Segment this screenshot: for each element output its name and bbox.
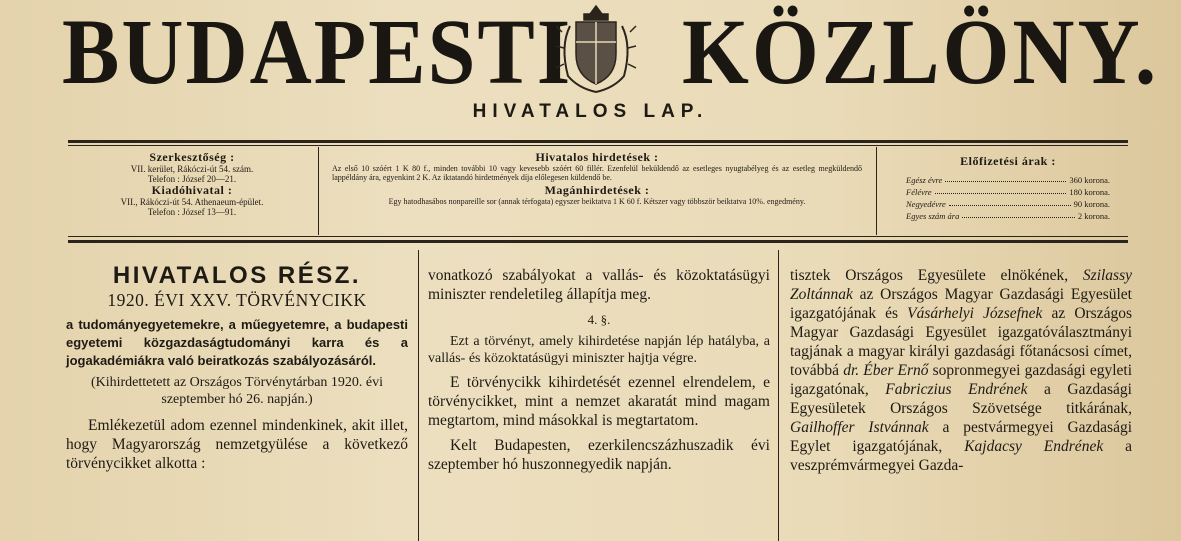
official-ads-text: Az első 10 szóért 1 K 80 f., minden további 10 vagy kevesebb szóért 60 fillér. Ezenfelül beküldendő az esetleges nyugtabélyeg és az esetleg megküldendő lappéldány ára, egyenkint 2 K. Az iktatandó hirdetmények díja előlegesen küldendő be. — [332, 164, 862, 182]
info-subscription — [906, 155, 1110, 222]
divider — [68, 140, 1128, 143]
column-divider — [418, 250, 419, 541]
private-ads-text: Egy hatodhasábos nonpareille sor (annak térfogata) egyszer beiktatva 1 K 60 f. Kétszer vagy többször beiktatva 10%. engedmény. — [388, 197, 806, 206]
law-title: 1920. ÉVI XXV. TÖRVÉNYCIKK — [107, 290, 367, 310]
person-name: Fabriczius Endrének — [885, 381, 1028, 398]
column-1 — [66, 252, 408, 473]
masthead — [60, 0, 1160, 104]
masthead-subtitle: HIVATALOS LAP. — [472, 101, 709, 122]
column-divider — [778, 250, 779, 541]
paragraph: vonatkozó szabályokat a vallás- és közoktatásügyi miniszter rendeletileg állapítja meg. — [428, 267, 770, 303]
private-ads-title: Magánhirdetések : — [544, 183, 650, 197]
price-row: Félévre 180 korona. — [906, 187, 1110, 197]
publisher-title: Kiadóhivatal : — [151, 183, 233, 197]
section-title: HIVATALOS RÉSZ. — [112, 262, 362, 289]
divider — [68, 145, 1128, 146]
publisher-address: VII., Rákóczi-út 54. Athenaeum-épület. — [120, 197, 264, 207]
coat-of-arms-icon — [538, 2, 654, 96]
person-name: Szilassy Zoltánnak — [790, 267, 1132, 303]
person-name: Gailhoffer Istvánnak — [790, 419, 929, 436]
masthead-title-left: BUDAPESTI — [62, 0, 573, 104]
person-name: Vásárhelyi Józsefnek — [907, 305, 1043, 322]
paragraph: Emlékezetül adom ezennel mindenkinek, akit illet, hogy Magyarország nemzetgyülése a következő törvénycikket alkotta : — [66, 417, 408, 472]
publisher-phone: Telefon : József 13—91. — [147, 207, 237, 217]
editorial-title: Szerkesztőség : — [149, 150, 235, 164]
info-editorial — [72, 151, 312, 217]
editorial-address: VII. kerület, Rákóczi-út 54. szám. — [130, 164, 254, 174]
paragraph: Ezt a törvényt, amely kihirdetése napján lép hatályba, a vallás- és közoktatásügyi miniszter hajtja végre. — [428, 334, 770, 366]
price-row: Egyes szám ára 2 korona. — [906, 211, 1110, 221]
masthead-title-right: KÖZLÖNY. — [682, 0, 1160, 104]
paragraph: E törvénycikk kihirdetését ezennel elrendelem, e törvénycikket, mint a nemzet akaratát mind magam megtartom, mind másokkal is megtartatom. — [428, 374, 770, 429]
divider — [68, 236, 1128, 237]
official-ads-title: Hivatalos hirdetések : — [535, 150, 659, 164]
editorial-phone: Telefon : József 20—21. — [147, 174, 237, 184]
column-2 — [428, 266, 770, 474]
paragraph: tisztek Országos Egyesülete elnökének, Szilassy Zoltánnak az Országos Magyar Gazdasági Egyesület igazgatójának és Vásárhelyi Józsefnek az Országos Magyar Gazdasági Egyesület igazgatóválasztmányi tagjának a magyar királyi gazdasági főtanácsosi címet, továbbá dr. Éber Ernő sopronmegyei gazdasági egyleti igazgatónak, Fabriczius Endrének a Gazdasági Egyesületek Országos Szövetsége titkárának, Gailhoffer Istvánnak a pestvármegyei Gazdasági Egylet igazgatójának, Kajdacsy Endrének a veszprémvármegyei Gazda- — [790, 267, 1133, 474]
section-number: 4. §. — [587, 312, 611, 327]
price-row: Egész évre 360 korona. — [906, 175, 1110, 185]
person-name: Kajdacsy Endrének — [964, 438, 1104, 455]
column-3 — [790, 266, 1132, 475]
promulgation-note: (Kihirdettetett az Országos Törvénytárban 1920. évi szeptember hó 26. napján.) — [90, 375, 384, 407]
subscription-title: Előfizetési árak : — [960, 154, 1056, 168]
divider — [68, 240, 1128, 243]
law-subject: a tudományegyetemekre, a műegyetemre, a budapesti egyetemi közgazdaságtudományi karra és a jogakadémiákra való beiratkozás szabályozásáról. — [66, 317, 408, 368]
price-row: Negyedévre 90 korona. — [906, 199, 1110, 209]
info-ads — [332, 151, 862, 206]
paragraph: Kelt Budapesten, ezerkilencszázhuszadik évi szeptember hó huszonnegyedik napján. — [428, 437, 770, 473]
divider — [318, 147, 319, 235]
person-name: dr. Éber Ernő — [843, 362, 929, 379]
divider — [876, 147, 877, 235]
